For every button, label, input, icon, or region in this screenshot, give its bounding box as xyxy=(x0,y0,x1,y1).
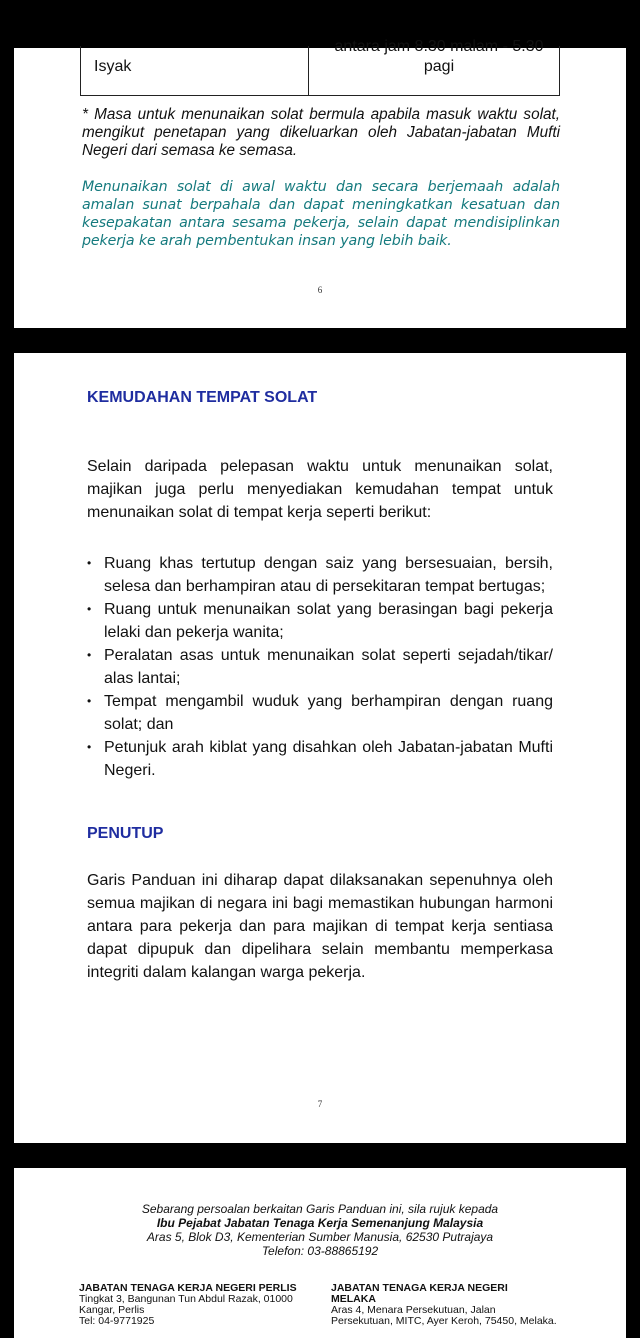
office-title: JABATAN TENAGA KERJA NEGERI PERLIS xyxy=(79,1282,297,1294)
list-item xyxy=(87,644,553,690)
list-item xyxy=(87,736,553,782)
advice-paragraph: Menunaikan solat di awal waktu dan secara berjemaah adalah amalan sunat berpahala dan dapat meningkatkan kesatuan dan kesepakatan antara sesama pekerja, selain dapat mendisiplinkan pekerja ke arah pembentukan insan yang lebih baik. xyxy=(82,179,560,249)
list-item-text: Ruang untuk menunaikan solat yang berasingan bagi pekerja lelaki dan pekerja wanita; xyxy=(104,601,553,641)
head-office-phone: Telefon: 03-88865192 xyxy=(261,1244,379,1258)
facility-list xyxy=(87,552,553,782)
document-page-8 xyxy=(14,1168,626,1338)
intro-paragraph xyxy=(87,455,553,524)
office-title: MELAKA xyxy=(331,1293,376,1305)
prayer-time-note: * Masa untuk menunaikan solat bermula apabila masuk waktu solat, mengikut penetapan yang dikeluarkan oleh Jabatan-jabatan Mufti Negeri dari semasa ke semasa. xyxy=(82,106,560,159)
prayer-time-cell-line2: pagi xyxy=(423,58,455,75)
page-number: 7 xyxy=(317,1099,323,1109)
prayer-name-cell: Isyak xyxy=(94,58,132,75)
bullet-icon: • xyxy=(87,740,92,754)
head-office-address: Aras 5, Blok D3, Kementerian Sumber Manusia, 62530 Putrajaya xyxy=(146,1230,494,1244)
section-heading-prayer-facilities: KEMUDAHAN TEMPAT SOLAT xyxy=(87,389,318,406)
document-page-7 xyxy=(14,353,626,1143)
intro-text: Selain daripada pelepasan waktu untuk menunaikan solat, majikan juga perlu menyediakan kemudahan tempat untuk menunaikan solat di tempat kerja seperti berikut: xyxy=(87,458,553,521)
section-heading-closing: PENUTUP xyxy=(87,825,164,842)
contact-block xyxy=(14,1202,626,1258)
document-page-6 xyxy=(14,38,626,328)
office-phone: Tel: 04-9771925 xyxy=(79,1315,155,1327)
list-item xyxy=(87,690,553,736)
list-item-text: Peralatan asas untuk menunaikan solat seperti sejadah/tikar/ alas lantai; xyxy=(104,647,553,687)
bullet-icon: • xyxy=(87,556,92,570)
bullet-icon: • xyxy=(87,648,92,662)
office-melaka xyxy=(331,1283,591,1327)
list-item xyxy=(87,598,553,644)
closing-text: Garis Panduan ini diharap dapat dilaksanakan sepenuhnya oleh semua majikan di negara ini bagi memastikan hubungan harmoni antara para pekerja dan para majikan di tempat kerja sentiasa dapat dipupuk dan dipelihara selain membantu memperkasa integriti dalam kalangan warga pekerja. xyxy=(87,872,553,981)
office-address: Tingkat 3, Bangunan Tun Abdul Razak, 01000 xyxy=(79,1293,293,1305)
prayer-time-table xyxy=(80,38,560,96)
list-item-text: Ruang khas tertutup dengan saiz yang bersesuaian, bersih, selesa dan berhampiran atau di persekitaran tempat bertugas; xyxy=(104,555,553,595)
office-perlis xyxy=(79,1283,319,1327)
bullet-icon: • xyxy=(87,694,92,708)
closing-paragraph xyxy=(87,869,553,984)
contact-line: Sebarang persoalan berkaitan Garis Panduan ini, sila rujuk kepada xyxy=(141,1202,499,1216)
prayer-time-cell-line1: antara jam 8.30 malam - 5.30 xyxy=(334,38,544,55)
office-address: Persekutuan, MITC, Ayer Keroh, 75450, Melaka. xyxy=(331,1315,557,1327)
list-item-text: Tempat mengambil wuduk yang berhampiran dengan ruang solat; dan xyxy=(104,693,553,733)
list-item-text: Petunjuk arah kiblat yang disahkan oleh Jabatan-jabatan Mufti Negeri. xyxy=(104,739,553,779)
table-column-divider xyxy=(308,46,309,95)
office-title: JABATAN TENAGA KERJA NEGERI xyxy=(331,1282,508,1294)
office-address: Aras 4, Menara Persekutuan, Jalan xyxy=(331,1304,496,1316)
page-number: 6 xyxy=(317,285,323,295)
office-address: Kangar, Perlis xyxy=(79,1304,145,1316)
bullet-icon: • xyxy=(87,602,92,616)
head-office-name: Ibu Pejabat Jabatan Tenaga Kerja Semenanjung Malaysia xyxy=(156,1216,484,1230)
list-item xyxy=(87,552,553,598)
